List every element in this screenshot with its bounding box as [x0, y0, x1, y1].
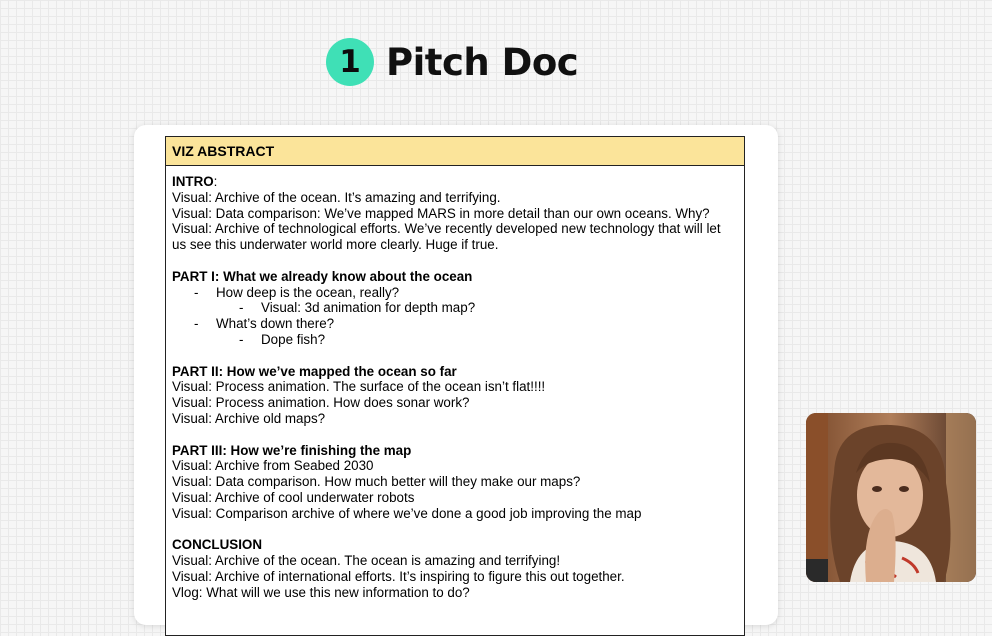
part2-line: Visual: Process animation. How does sonar work?	[172, 395, 470, 411]
part3-line: Visual: Archive of cool underwater robots	[172, 489, 415, 505]
part3-heading: PART III: How we’re finishing the map	[172, 442, 412, 458]
step-badge: 1	[326, 38, 374, 86]
doc-table	[165, 136, 745, 636]
table-body	[166, 166, 744, 601]
page-title: Pitch Doc	[386, 40, 579, 84]
webcam-overlay	[806, 413, 976, 582]
header	[326, 36, 578, 88]
conclusion-line: Visual: Archive of international efforts. It’s inspiring to figure this out together.	[172, 568, 625, 584]
sub-bullet-item: - Dope fish?	[172, 332, 738, 348]
part3-line: Visual: Archive from Seabed 2030	[172, 458, 374, 474]
part1-heading: PART I: What we already know about the ocean	[172, 268, 473, 284]
intro-line: Visual: Data comparison: We’ve mapped MARS in more detail than our own oceans. Why?	[172, 205, 710, 221]
intro-line: Visual: Archive of the ocean. It’s amazing and terrifying.	[172, 189, 501, 205]
part2-line: Visual: Archive old maps?	[172, 410, 326, 426]
presenter-video	[806, 413, 976, 582]
intro-line: Visual: Archive of technological efforts. We’ve recently developed new technology that will let us see this underwater world more clearly. Huge if true.	[172, 221, 721, 253]
conclusion-heading: CONCLUSION	[172, 537, 263, 553]
part3-line: Visual: Comparison archive of where we’ve done a good job improving the map	[172, 505, 642, 521]
document-card	[134, 125, 778, 625]
conclusion-line: Visual: Archive of the ocean. The ocean is amazing and terrifying!	[172, 553, 561, 569]
intro-heading: INTRO:	[172, 174, 218, 189]
bullet-item: - How deep is the ocean, really?	[172, 285, 738, 301]
part2-line: Visual: Process animation. The surface of the ocean isn’t flat!!!!	[172, 379, 546, 395]
bullet-item: - What’s down there?	[172, 316, 738, 332]
table-header: VIZ ABSTRACT	[166, 137, 744, 166]
sub-bullet-item: - Visual: 3d animation for depth map?	[172, 300, 738, 316]
conclusion-line: Vlog: What will we use this new information to do?	[172, 584, 470, 600]
part3-line: Visual: Data comparison. How much better will they make our maps?	[172, 474, 581, 490]
part2-heading: PART II: How we’ve mapped the ocean so far	[172, 363, 457, 379]
